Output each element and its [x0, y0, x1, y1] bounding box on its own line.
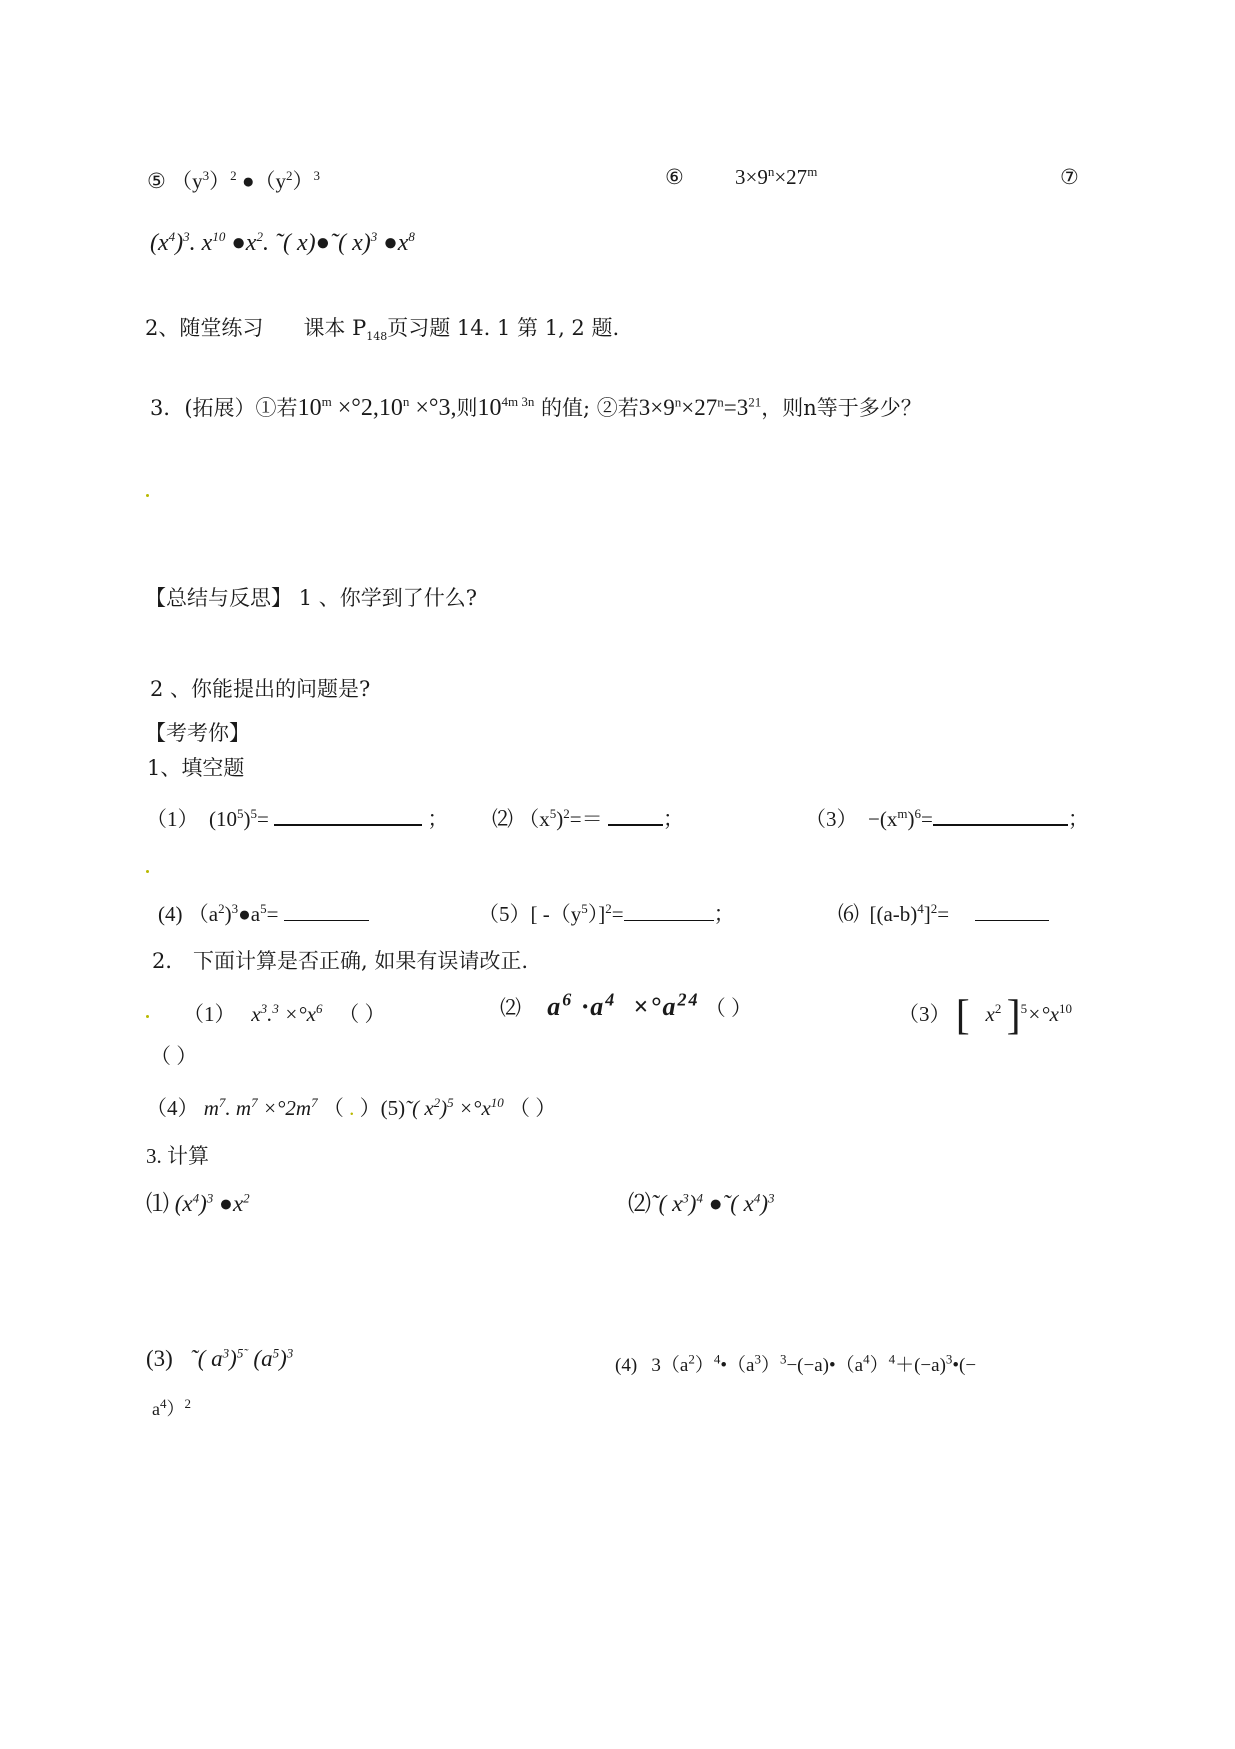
answer-blank[interactable] — [608, 806, 663, 826]
stray-dot — [146, 1015, 149, 1018]
calc-section-title: 3. 计算 — [146, 1144, 209, 1168]
judge-3-answer: （ ） — [150, 1044, 198, 1068]
fill-4: (4) $(a^2)^3●a^5=$ — [158, 898, 369, 928]
calc-4-continued: $a^4)^2$ — [152, 1396, 191, 1419]
answer-blank[interactable] — [284, 902, 369, 921]
summary-line: 【总结与反思】 1 、你学到了什么? — [145, 586, 477, 610]
exam-title: 【考考你】 — [145, 721, 250, 745]
calc-3: (3) ˜( $a^3)^{5˜}$ $(a^5)^3$ — [146, 1345, 294, 1371]
extension-problem: 3．(拓展）①若$10^m \times^\circ 2,10^n \times^\circ 3$,则$10^{4m 3n}$ 的值; ②若$3\times 9^n\times 27^n=3^{21}$，则n等于多少？ — [150, 394, 922, 421]
judge-3: （3） [ $x^2$ ]$^5\times^\circ x^{10}$ — [898, 993, 1072, 1039]
fill-3: $(3) -(x^m)^6=$ ； — [805, 806, 1089, 831]
judgement-section-title: 2． 下面计算是否正确, 如果有误请改正. — [152, 949, 529, 973]
fill-1: （1） $(10^5)^5=$ ； — [146, 806, 449, 831]
answer-blank[interactable] — [933, 806, 1068, 826]
fill-6: ⑹ $[(a-b)^4]^2=$ — [838, 898, 1049, 928]
fill-5: （5）[ $-(y^5)]^2=$ ； — [478, 901, 735, 926]
stray-dot — [146, 870, 149, 873]
problem-7-expressions: $(x^4)^3$. $x^{10}$ $●x^2$. ˜( x)●˜( x)$^3$ $●x^8$ — [150, 229, 415, 256]
fill-2: ⑵ $(x^5)^2==$ ； — [492, 806, 684, 831]
item-number: ⑤ — [147, 169, 166, 193]
answer-blank[interactable] — [975, 902, 1049, 921]
practice-line: 2、随堂练习 课本 $P_{148}$页习题 14. 1 第 1, 2 题. — [145, 316, 620, 344]
fill-in-section-title: 1、填空题 — [147, 756, 245, 780]
judge-2: ⑵ $a^6 \cdot a^4 \times^\circ a^{24}$ （ ） — [500, 989, 752, 1021]
calc-4: (4) $3(a^2)^4•(a^3)^3-(-a)•(a^4)^4+(-a)^3•(-$ — [615, 1351, 977, 1376]
problem-7-number: ⑦ — [1060, 165, 1079, 189]
judge-4-5: （4） $m^7$. $m^7 \times^\circ 2m^7$ （ . ）(5)˜( $x^2)^5 \times^\circ x^{10}$ （ ） — [146, 1095, 557, 1120]
problem-5: ⑤ $(y^3)^2$ $●(y^2)^3$ — [147, 168, 321, 193]
judge-1: （1） $x^3.^3 \times^\circ x^6$ （ ） — [183, 1001, 386, 1026]
calc-2: ⑵˜( $x^3)^4$ ●˜( $x^4)^3$ — [628, 1190, 775, 1216]
stray-dot — [146, 494, 149, 497]
answer-blank[interactable] — [274, 806, 422, 826]
answer-blank[interactable] — [624, 902, 714, 921]
problem-6: $3\times 9^n\times 27^m$ — [735, 164, 818, 189]
problem-6-number: ⑥ — [665, 165, 684, 189]
calc-1: ⑴ $(x^4)^3$ $●x^2$ — [146, 1190, 250, 1216]
summary-question-2: 2 、你能提出的问题是? — [150, 677, 371, 701]
